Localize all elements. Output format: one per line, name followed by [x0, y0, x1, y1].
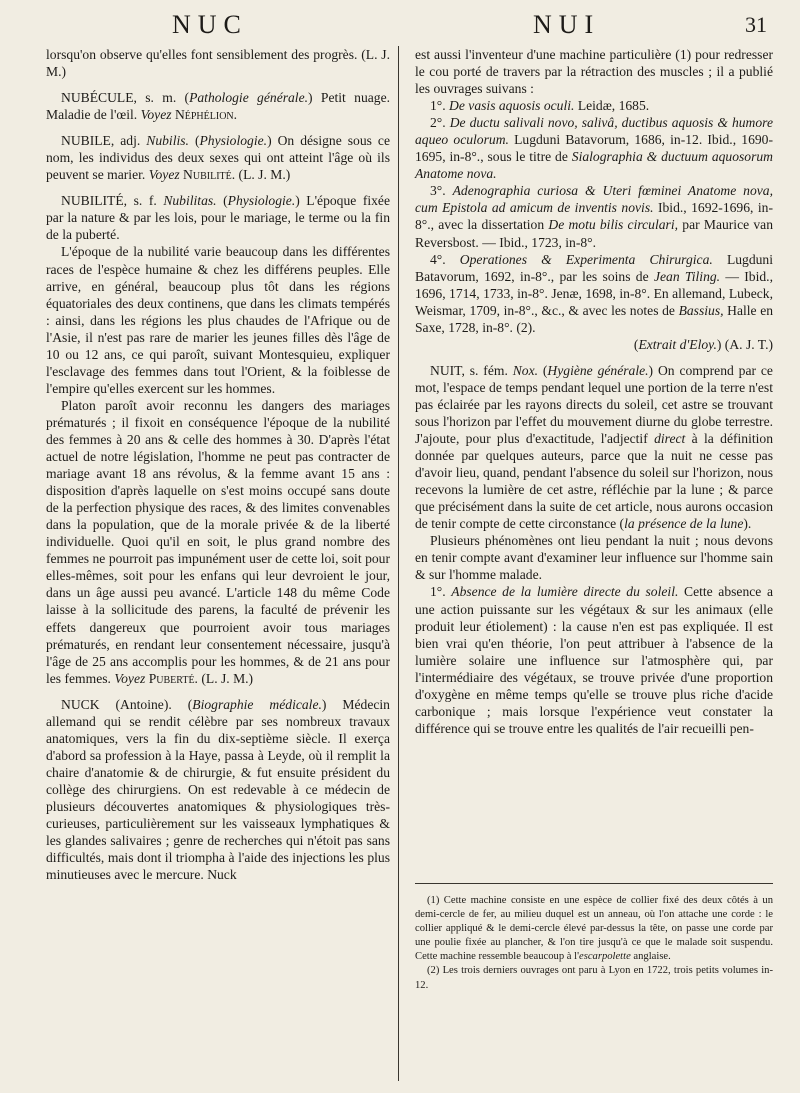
entry-nuck: NUCK (Antoine). (Biographie médicale.) Médecin allemand qui se rendit célèbre par ses nombreux travaux anatomiques, vers la fin du dix-septième siècle. Il exerça d'abord sa profession à la Haye, passa à Leyde, où il remplit la chaire d'anatomie & de chirurgie, & fut ensuite président du collège des chirurgiens. On est redevable à ce médecin de plusieurs découvertes anatomiques & physiologiques très-curieuses, particulièrement sur les vaisseaux lymphatiques & les glandes salivaires ; genre de recherches qui n'étoit pas sans difficultés, mais dont il triompha à l'aide des injections les plus minutieuses avec le mercure. Nuck [46, 696, 390, 883]
author-signature: (L. J. M.) [238, 167, 291, 183]
cross-reference: Nubilité. [183, 167, 236, 183]
entry-term: NUBILITÉ [61, 193, 124, 209]
entry-term: NUBILE [61, 133, 111, 149]
paragraph: Plusieurs phénomènes ont lieu pendant la nuit ; nous devons en tenir compte avant d'examiner leur influence sur l'homme sain & sur l'homme malade. [415, 533, 773, 583]
cross-reference: Néphélion. [174, 107, 238, 123]
running-head [0, 10, 800, 44]
work-item: 1°. De vasis aquosis oculi. Leidæ, 1685. [430, 98, 650, 114]
continuation-paragraph: lorsqu'on observe qu'elles font sensiblement des progrès. (L. J. M.) [46, 47, 390, 80]
entry-term: NUBÉCULE [61, 90, 134, 106]
catchword: Nuck [207, 867, 237, 883]
extrait-line: (Extrait d'Eloy.) (A. J. T.) [633, 336, 773, 352]
entry-term: NUCK [61, 696, 100, 712]
entry-domain: Biographie médicale. [192, 696, 322, 712]
left-column [46, 46, 390, 883]
entry-domain: Pathologie générale. [189, 90, 309, 106]
work-item: 3°. Adenographia curiosa & Uteri fœminei Anatome nova, cum Epistola ad amicum de inventis novis. Ibid., 1692-1696, in-8°., avec la dissertation De motu bilis circulari, par Maurice van Reversbost. — Ibid., 1723, in-8°. [415, 183, 774, 250]
paragraph: Platon paroît avoir reconnu les dangers des mariages prématurés ; il fixoit en conséquence l'époque de la nubilité des femmes à 20 ans & celle des hommes à 30. D'après l'état actuel de notre législation, l'homme ne peut pas contracter de mariage avant 18 ans révolus, & la femme avant 15 ans : disposition d'après laquelle on s'est moins occupé sans doute de la perfection physique des races, & des limites convenables dans la population, que de la morale privée & de la liberté individuelle. Quoi qu'il en soit, le plus grand nombre des femmes ne pourroit pas impunément user de cette loi, soit pour elles-mêmes, soit pour les enfans qui leur devroient le jour, dans un âge aussi peu avancé. L'article 148 du même Code laisse à la sollicitude des parens, la faculté de prévenir les effets dangereux que pourroient avoir tous mariages prématurés, en rendant leur consentement nécessaire, jusqu'à l'âge de 25 ans accomplis pour les hommes, & de 21 ans pour les femmes. Voyez Puberté. (L. J. M.) [46, 397, 390, 686]
running-head-left: NUC [172, 10, 248, 39]
entry-nubilite: NUBILITÉ, s. f. Nubilitas. (Physiologie.) L'époque fixée par la nature & par les lois, pour le mariage, le terme ou la fin de la puberté. L'époque de la nubilité varie beaucoup dans les différentes races de l'espèce humaine & chez les différens peuples. Elle arrive, en général, beaucoup plus tôt dans les régions équatoriales des deux continens, que dans les climats tempérés : ainsi, dans les régions les plus chaudes de l'Afrique ou de l'Asie, il n'est pas rare de marier les jeunes filles dès l'âge de 10 ou 12 ans, ce qui paroît, suivant Montesquieu, expliquer l'esclavage des femmes dans tout l'Orient, & la foiblesse de l'empire qu'elles exercent sur les hommes. Platon paroît avoir reconnu les dangers des mariages prématurés ; il fixoit en conséquence l'époque de la nubilité des femmes à 20 ans & celle des hommes à 30. D'après l'état actuel de notre législation, l'homme ne peut pas contracter de mariage avant 18 ans révolus, & la femme avant 15 ans : disposition d'après laquelle on s'est moins occupé sans doute de la perfection physique des races, & des limites convenables dans la population, que de la morale privée & de la liberté individuelle. Quoi qu'il en soit, le plus grand nombre des femmes ne pourroit pas impunément user de cette loi, soit pour elles-mêmes, soit pour les enfans qui leur devroient le jour, dans un âge aussi peu avancé. L'article 148 du même Code laisse à la sollicitude des parens, la faculté de prévenir les effets dangereux que pourroient avoir tous mariages prématurés, en rendant leur consentement nécessaire, jusqu'à l'âge de 25 ans accomplis pour les hommes, & de 21 ans pour les femmes. Voyez Puberté. (L. J. M.) [46, 193, 390, 686]
footnote: (1) Cette machine consiste en une espèce de collier fixé des deux côtés à un demi-cercle de fer, au milieu duquel est un anneau, où l'on attache une corde : le collier appliqué & le demi-cercle élevé par-dessus la tête, on passe une corde par une poulie fixée au plancher, & l'on tire jusqu'à ce que le malade soit suspendu. Cette machine ressemble beaucoup à l'escarpolette anglaise. [415, 895, 773, 963]
continuation-paragraph: est aussi l'inventeur d'une machine particulière (1) pour redresser le cou porté de travers par la rétraction des muscles ; il a publié les ouvrages suivans : [415, 47, 773, 97]
entry-term: NUIT [430, 362, 462, 378]
footnotes [415, 883, 773, 993]
footnote: (2) Les trois derniers ouvrages ont paru à Lyon en 1722, trois petits volumes in-12. [415, 965, 773, 991]
entry-domain: Physiologie. [199, 133, 268, 149]
cross-reference: Puberté. [148, 670, 198, 686]
entry-nubecule: NUBÉCULE, s. m. (Pathologie générale.) Petit nuage. Maladie de l'œil. Voyez Néphélion. [46, 90, 390, 123]
page-number: 31 [745, 12, 767, 37]
paragraph: 1°. Absence de la lumière directe du soleil. Cette absence a une action puissante sur les végétaux & sur les animaux (elle produit leur étiolement) : la cause n'en est pas expliquée. Il est bien vrai qu'en théorie, l'on peut attribuer à l'absence de la lumière solaire une influence sur l'atmosphère qui, par l'intermédiaire des végétaux, se trouve privée d'une proportion d'oxygène en même temps qu'elle se trouve plus riche d'acide carbonique ; mais lorsque l'expérience veut constater la différence qui se trouve entre les qualités de l'air recueilli pen- [415, 584, 773, 736]
column-divider [398, 46, 399, 1081]
entry-nuit: NUIT, s. fém. Nox. (Hygiène générale.) On comprend par ce mot, l'espace de temps pendant lequel une portion de la terre n'est pas éclairée par les rayons directs du soleil, cet astre se trouvant sous l'horizon par l'effet du mouvement diurne du globe terrestre. J'ajoute, pour plus d'exactitude, l'adjectif direct à la définition donnée par quelques auteurs, parce que la nuit ne cesse pas d'avoir lieu, quand, pendant l'absence du soleil sur l'horizon, nous recevons la lumière de cet astre, réfléchie par la lune ; & parce que précisément dans la suite de cet article, nous aurons occasion de tenir compte de cette circonstance (la présence de la lune). Plusieurs phénomènes ont lieu pendant la nuit ; nous devons en tenir compte avant d'examiner leur influence sur l'homme sain & sur l'homme malade. 1°. Absence de la lumière directe du soleil. Cette absence a une action puissante sur les végétaux & sur les animaux (elle produit leur étiolement) : la cause n'en est pas expliquée. Il est bien vrai qu'en théorie, l'on peut attribuer à l'absence de la lumière solaire une influence sur l'atmosphère qui, par l'intermédiaire des végétaux, se trouve privée d'une proportion d'oxygène en même temps qu'elle se trouve plus riche d'acide carbonique ; mais lorsque l'expérience veut constater la différence qui se trouve entre les qualités de l'air recueilli pen- [415, 362, 774, 736]
work-item: 4°. Operationes & Experimenta Chirurgica. Lugduni Batavorum, 1692, in-8°., par les soins de Jean Tiling. — Ibid., 1696, 1714, 1733, in-8°. Jenæ, 1698, in-8°. En allemand, Lubeck, Weismar, 1709, in-8°., &c., & avec les notes de Bassius, Halle en Saxe, 1728, in-8°. (2). [415, 251, 774, 335]
entry-domain: Physiologie. [227, 193, 296, 209]
right-column [415, 46, 773, 737]
entry-domain: Hygiène générale. [547, 362, 649, 378]
work-item: 2°. De ductu salivali novo, salivâ, ductibus aquosis & humore aqueo oculorum. Lugduni Batavorum, 1686, in-12. Ibid., 1690-1695, in-8°., sous le titre de Sialographia & ductuum aquosorum Anatome nova. [415, 115, 773, 182]
author-signature: (A. J. T.) [724, 336, 773, 352]
paragraph: L'époque de la nubilité varie beaucoup dans les différentes races de l'espèce humaine & chez les différens peuples. Elle arrive, en général, beaucoup plus tôt dans les régions équatoriales des deux continens, que dans les climats tempérés : ainsi, dans les régions les plus chaudes de l'Afrique ou de l'Asie, il n'est pas rare de marier les jeunes filles dès l'âge de 10 ou 12 ans, ce qui paroît, suivant Montesquieu, expliquer l'esclavage des femmes dans tout l'Orient, & la foiblesse de l'empire qu'elles exercent sur les hommes. [46, 244, 390, 396]
author-signature: (L. J. M.) [201, 670, 254, 686]
running-head-right: NUI [533, 10, 601, 39]
entry-nubile: NUBILE, adj. Nubilis. (Physiologie.) On désigne sous ce nom, les individus des deux sexes qui ont atteint l'âge où ils peuvent se marier. Voyez Nubilité. (L. J. M.) [46, 133, 390, 183]
